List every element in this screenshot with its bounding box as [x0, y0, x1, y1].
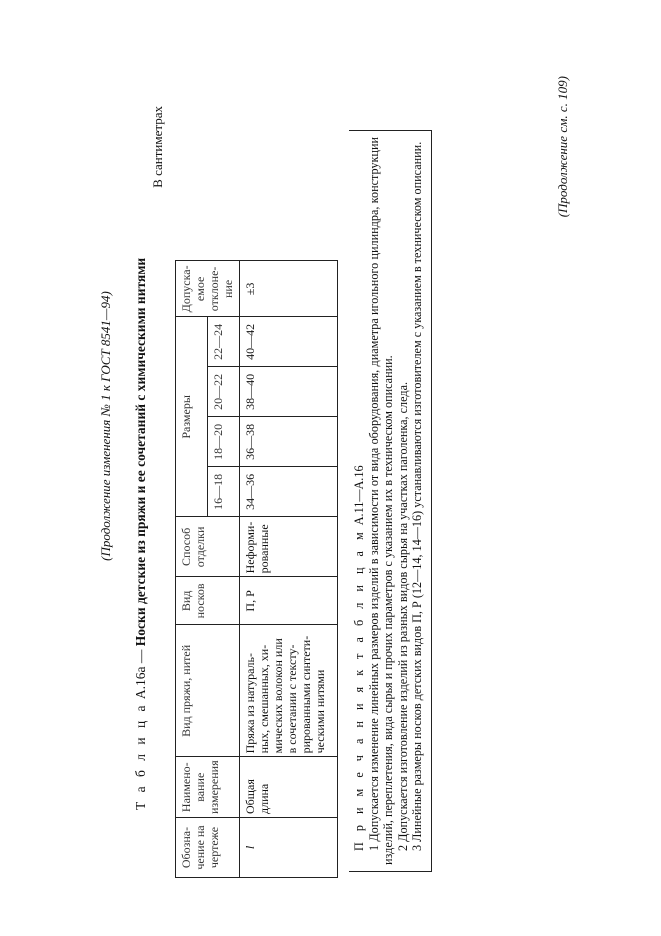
- footer-continuation: (Продолжение см. с. 109): [555, 76, 570, 218]
- cell-yarn-type: Пряжа из натураль- ных, смешанных, хи- мических волокон или в сочетании с тексту- рированными синтети- ческими нитями: [239, 625, 337, 757]
- units-label: В сантиметрах: [150, 106, 165, 188]
- cell-size-value: 36—38: [239, 417, 337, 467]
- cell-finish: Неформи- рованные: [239, 517, 337, 577]
- cell-tolerance: ±3: [239, 261, 337, 317]
- header-designation: Обозна- чение на чертеже: [176, 818, 240, 878]
- table-caption: [133, 258, 149, 810]
- size-label: 18—20: [207, 417, 239, 467]
- header-continuation: (Продолжение изменения № 1 к ГОСТ 8541—94): [98, 291, 113, 561]
- notes-heading-ref: А.11—А.16: [352, 465, 366, 526]
- cell-size-value: 38—40: [239, 367, 337, 417]
- spec-table: [175, 260, 338, 878]
- header-tolerance: Допуска- емое отклоне- ние: [176, 261, 240, 317]
- header-finish: Способ отделки: [176, 517, 240, 577]
- header-sizes: Размеры: [176, 317, 208, 517]
- caption-dash: —: [133, 649, 148, 664]
- size-label: 20—22: [207, 367, 239, 417]
- header-measure-name: Наимено- вание измерения: [176, 757, 240, 818]
- cell-designation: l: [239, 818, 337, 878]
- notes-block: [349, 130, 432, 872]
- cell-size-value: 40—42: [239, 317, 337, 367]
- table-label: Т а б л и ц а: [133, 702, 148, 810]
- header-sock-type: Вид носков: [176, 577, 240, 625]
- cell-measure-name: Общая длина: [239, 757, 337, 818]
- cell-size-value: 34—36: [239, 467, 337, 517]
- size-label: 16—18: [207, 467, 239, 517]
- cell-sock-type: П, Р: [239, 577, 337, 625]
- notes-heading: П р и м е ч а н и я к т а б л и ц а м А.11—А.16: [352, 465, 366, 851]
- header-yarn-type: Вид пряжи, нитей: [176, 625, 240, 757]
- note-item: 3 Линейные размеры носков детских видов П, Р (12—14, 14—16) устанавливаются изготовителем с указанием в техническом описании.: [410, 141, 424, 851]
- table-title: Носки детские из пряжи и ее сочетаний с химическими нитями: [133, 257, 148, 647]
- table-number: А.16а: [133, 666, 148, 700]
- size-label: 22—24: [207, 317, 239, 367]
- note-item: 2 Допускается изготовление изделий из разных видов сырья на участках паголенка, следа.: [395, 381, 410, 851]
- note-item: 1 Допускается изменение линейных размеров изделий в зависимости от вида оборудования, диаметра игольного цилиндра, конструкции изделий, переплетения, вида сырья и прочих параметров с указанием их в техническом описании.: [366, 137, 395, 865]
